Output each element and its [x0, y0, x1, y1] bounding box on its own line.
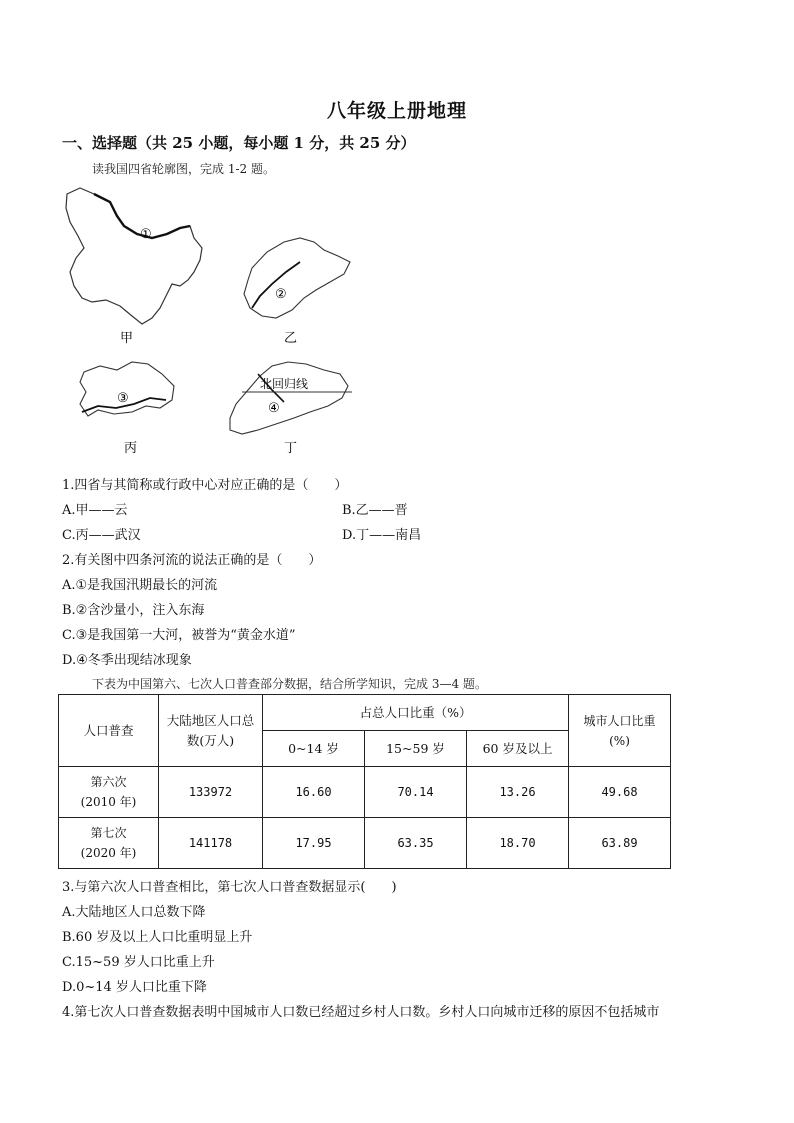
table-header-row — [59, 695, 671, 731]
cell-urban: 63.89 — [569, 818, 671, 869]
row-name: 第七次 — [90, 826, 127, 840]
q3-option-b: B.60 岁及以上人口比重明显上升 — [62, 930, 253, 945]
question-2-stem: 2.有关图中四条河流的说法正确的是（ ） — [62, 553, 322, 568]
q2-option-d: D.④冬季出现结冰现象 — [62, 653, 192, 668]
cell-total: 141178 — [159, 818, 263, 869]
province-label-bing: 丙 — [124, 441, 138, 456]
section-heading: 一、选择题（共 25 小题，每小题 1 分，共 25 分） — [62, 134, 416, 152]
table-intro: 下表为中国第六、七次人口普查部分数据，结合所学知识，完成 3—4 题。 — [92, 677, 487, 691]
q2-option-c: C.③是我国第一大河，被誉为“黄金水道” — [62, 628, 296, 643]
row-census-name — [59, 767, 159, 818]
cell-age-0-14: 16.60 — [263, 767, 365, 818]
q2-option-a: A.①是我国汛期最长的河流 — [62, 578, 218, 593]
header-urban — [569, 695, 671, 767]
row-year: (2020 年) — [80, 846, 137, 860]
province-yi-outline — [244, 238, 350, 318]
header-share: 占总人口比重（%） — [263, 695, 569, 731]
census-table — [58, 694, 671, 869]
cell-urban: 49.68 — [569, 767, 671, 818]
question-4-stem: 4.第七次人口普查数据表明中国城市人口数已经超过乡村人口数。乡村人口向城市迁移的原因不包括城市 — [62, 1005, 660, 1020]
cell-age-15-59: 70.14 — [365, 767, 467, 818]
header-age-0-14: 0~14 岁 — [263, 731, 365, 767]
province-label-jia: 甲 — [120, 331, 134, 346]
row-name: 第六次 — [90, 775, 127, 789]
river-number-3: ③ — [117, 391, 129, 406]
province-bing-outline — [80, 362, 174, 416]
header-total: 大陆地区人口总数(万人) — [159, 695, 263, 767]
table-row — [59, 767, 671, 818]
map-intro: 读我国四省轮廓图，完成 1-2 题。 — [92, 162, 275, 176]
cell-age-60plus: 13.26 — [467, 767, 569, 818]
header-age-15-59: 15~59 岁 — [365, 731, 467, 767]
province-label-ding: 丁 — [284, 441, 298, 456]
question-1-stem: 1.四省与其简称或行政中心对应正确的是（ ） — [62, 478, 348, 493]
cell-age-15-59: 63.35 — [365, 818, 467, 869]
page-title: 八年级上册地理 — [326, 100, 467, 122]
q3-option-c: C.15~59 岁人口比重上升 — [62, 955, 215, 970]
header-age-60plus: 60 岁及以上 — [467, 731, 569, 767]
river-number-4: ④ — [268, 401, 280, 416]
row-year: (2010 年) — [80, 795, 137, 809]
header-census: 人口普查 — [59, 695, 159, 767]
province-label-yi: 乙 — [284, 331, 298, 346]
river-number-1: ① — [140, 227, 152, 242]
cell-age-60plus: 18.70 — [467, 818, 569, 869]
q1-option-d: D.丁——南昌 — [342, 528, 422, 543]
question-3-stem: 3.与第六次人口普查相比，第七次人口普查数据显示( ) — [62, 880, 397, 895]
province-ding-outline — [230, 362, 348, 434]
header-urban-label: 城市人口比重 — [583, 713, 656, 728]
q1-option-c: C.丙——武汉 — [62, 528, 141, 543]
q1-option-a: A.甲——云 — [62, 503, 128, 518]
q3-option-d: D.0~14 岁人口比重下降 — [62, 980, 207, 995]
province-jia-outline — [66, 188, 202, 324]
header-urban-unit: (%) — [609, 733, 630, 748]
q2-option-b: B.②含沙量小，注入东海 — [62, 603, 205, 618]
row-census-name — [59, 818, 159, 869]
cell-total: 133972 — [159, 767, 263, 818]
cell-age-0-14: 17.95 — [263, 818, 365, 869]
tropic-label: 北回归线 — [260, 377, 309, 391]
river-number-2: ② — [275, 287, 287, 302]
province-outline-map — [62, 186, 362, 458]
q3-option-a: A.大陆地区人口总数下降 — [62, 905, 206, 920]
q1-option-b: B.乙——晋 — [342, 503, 408, 518]
table-row — [59, 818, 671, 869]
